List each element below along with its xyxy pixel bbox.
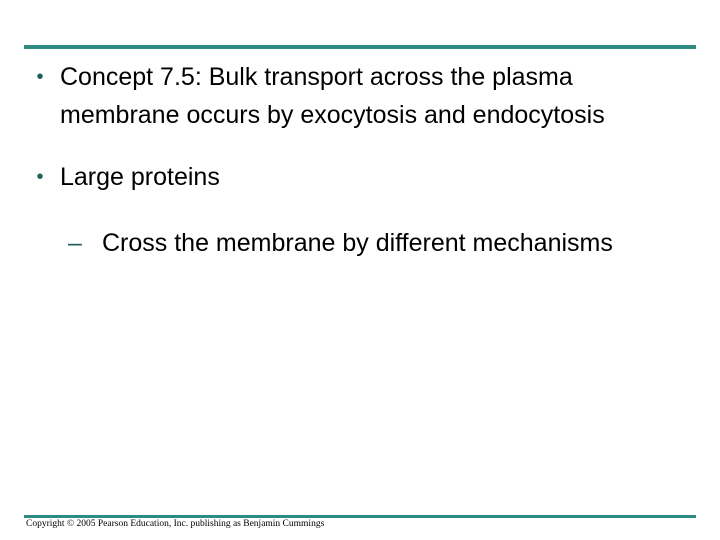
bullet-text: Concept 7.5: Bulk transport across the plasma membrane occurs by exocytosis and endocytosis <box>60 63 605 129</box>
sub-bullet-marker: – <box>68 229 82 257</box>
copyright-footer: Copyright © 2005 Pearson Education, Inc. publishing as Benjamin Cummings <box>26 519 325 529</box>
top-divider <box>24 45 696 49</box>
bullet-large-proteins <box>28 158 698 196</box>
slide-content <box>28 58 698 262</box>
bullet-marker: • <box>36 166 44 188</box>
sub-bullet-mechanisms <box>28 224 698 262</box>
bullet-concept <box>28 58 698 134</box>
bullet-text: Large proteins <box>60 163 220 191</box>
bottom-divider <box>24 515 696 518</box>
sub-bullet-text: Cross the membrane by different mechanisms <box>102 229 613 257</box>
bullet-marker: • <box>36 66 44 88</box>
